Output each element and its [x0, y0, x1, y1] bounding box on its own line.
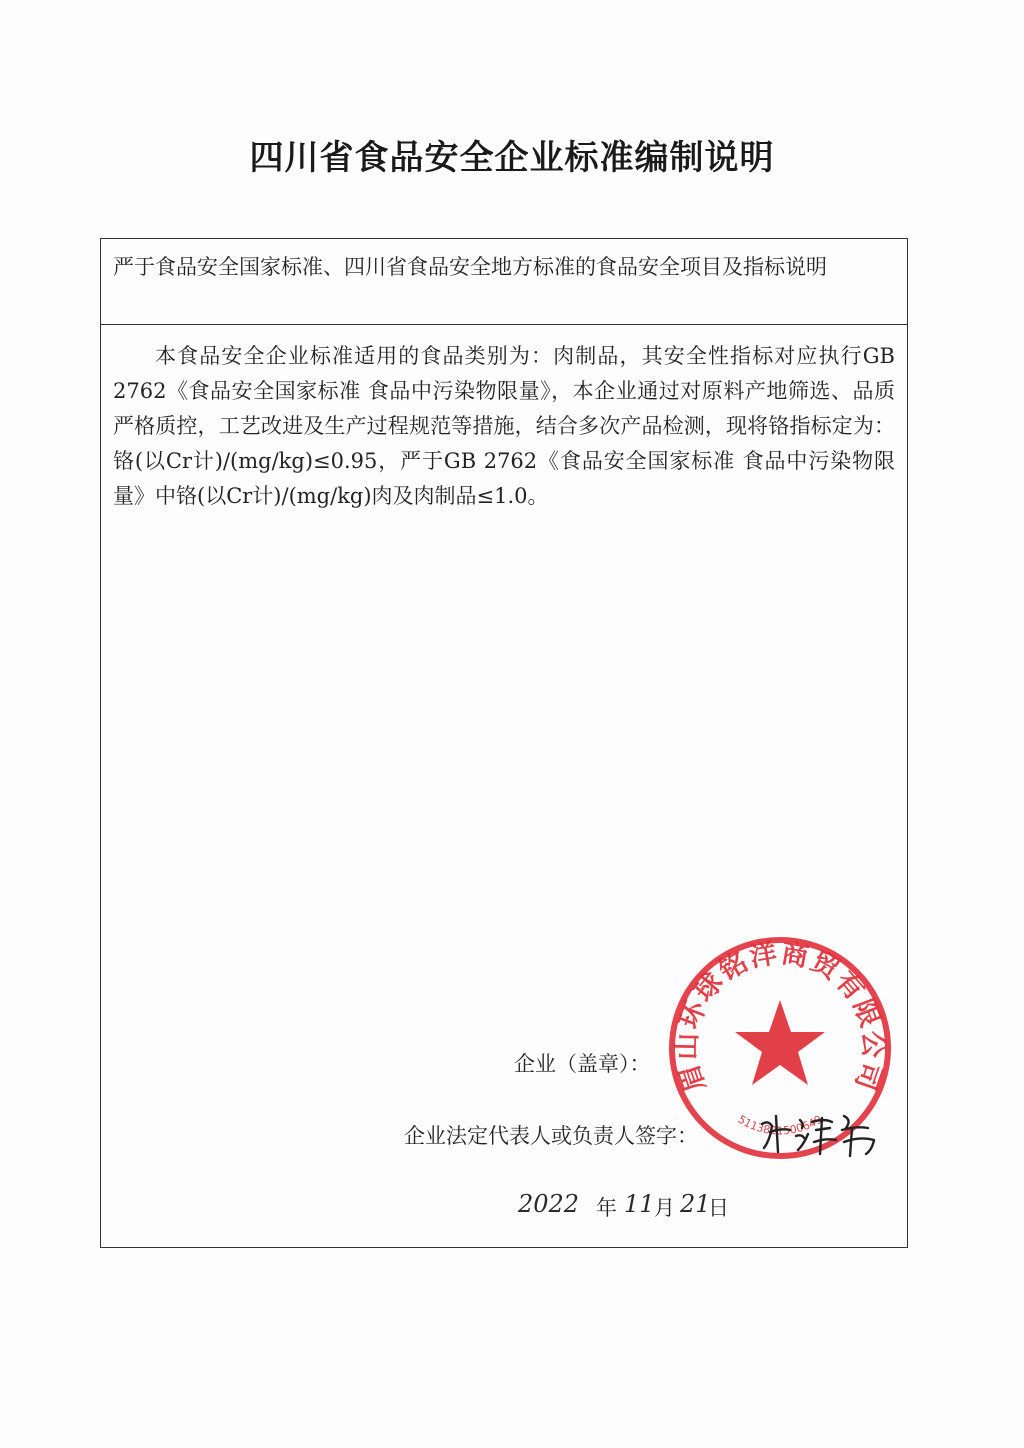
seal-star-icon: [735, 1000, 825, 1085]
company-seal-label: 企业（盖章）：: [514, 1052, 651, 1076]
date-day-suffix: 日: [708, 1196, 729, 1220]
date-month-suffix: 月: [654, 1196, 675, 1220]
representative-signature-label: 企业法定代表人或负责人签字：: [404, 1124, 698, 1148]
seal-company-name: 眉山环球铭洋商贸有限公司: [671, 937, 889, 1096]
section-heading: 严于食品安全国家标准、四川省食品安全地方标准的食品安全项目及指标说明: [101, 239, 907, 325]
document-title: 四川省食品安全企业标准编制说明: [249, 138, 775, 178]
handwritten-signature: [756, 1106, 886, 1162]
date-day: 21: [680, 1190, 711, 1218]
date-year: 2022: [518, 1190, 580, 1218]
body-paragraph: 本食品安全企业标准适用的食品类别为：肉制品，其安全性指标对应执行GB 2762《食品安全国家标准 食品中污染物限量》，本企业通过对原料产地筛选、品质严格质控，工艺改进及生产过程规范等措施，结合多次产品检测，现将铬指标定为：铬(以Cr计)/(mg/kg)≤0.95，严于GB 2762《食品安全国家标准 食品中污染物限量》中铬(以Cr计)/(mg/kg)肉及肉制品≤1.0。: [113, 344, 895, 508]
seal-registration-number: 5113821500649: [735, 1112, 825, 1138]
date-month: 11: [624, 1190, 655, 1218]
date-year-suffix: 年: [596, 1196, 617, 1220]
